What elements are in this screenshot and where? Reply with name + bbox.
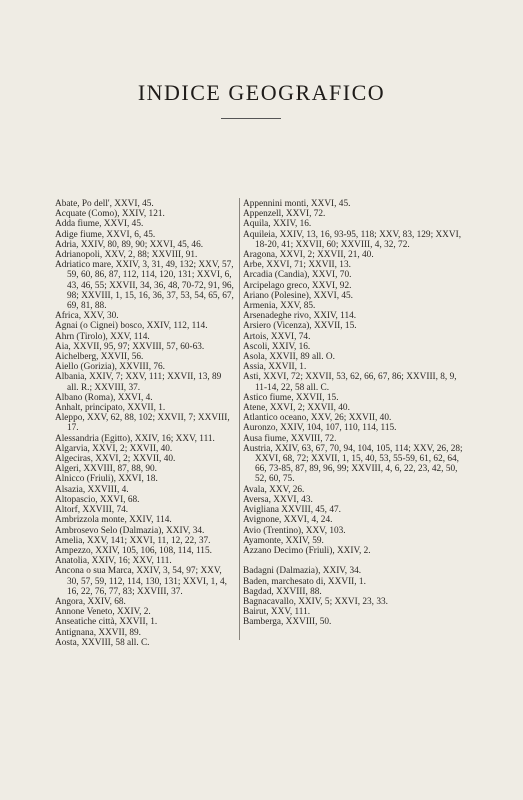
index-entry: Anhalt, principato, XXVII, 1. xyxy=(55,403,166,414)
index-entry: Appenzell, XXVI, 72. xyxy=(243,209,326,220)
index-entry: Altopascio, XXVI, 68. xyxy=(55,494,140,505)
index-entry: Bagnacavallo, XXIV, 5; XXVI, 23, 33. xyxy=(243,596,388,607)
index-entry: Alnicco (Friuli), XXVI, 18. xyxy=(55,474,158,485)
index-entry: Ascoli, XXIV, 16. xyxy=(243,341,311,352)
index-entry: Ambrosevo Selo (Dalmazia), XXIV, 34. xyxy=(55,525,205,536)
index-entry: Ancona o sua Marca, XXIV, 3, 54, 97; XXV, 30, 57, 59, 112, 114, 130, 131; XXVI, 1, 4, 16, 22, 76, 77, 83; XXVIII, 37. xyxy=(55,566,227,597)
index-entry: Austria, XXIV, 63, 67, 70, 94, 104, 105, 114; XXV, 26, 28; XXVI, 68, 72; XXVII, 1, 15, 40, 53, 55-59, 61, 62, 64, 66, 73-85, 87, 89, 96, 99; XXVIII, 4, 6, 22, 23, 42, 50, 52, 60, 75. xyxy=(243,443,463,485)
index-entry: Aia, XXVII, 95, 97; XXVIII, 57, 60-63. xyxy=(55,341,205,352)
index-entry: Alsazia, XXVIII, 4. xyxy=(55,484,129,495)
index-entry: Aosta, XXVIII, 58 all. C. xyxy=(55,637,150,648)
index-entry: Adrianopoli, XXV, 2, 88; XXVIII, 91. xyxy=(55,250,198,261)
index-entry: Ausa fiume, XXVIII, 72. xyxy=(243,433,337,444)
index-column-left xyxy=(55,199,235,648)
page-title: INDICE GEOGRAFICO xyxy=(137,80,386,105)
index-entry: Asti, XXVI, 72; XXVII, 53, 62, 66, 67, 86; XXVIII, 8, 9, 11-14, 22, 58 all. C. xyxy=(243,372,457,393)
index-entry: Altorf, XXVIII, 74. xyxy=(55,505,129,516)
index-entry: Bamberga, XXVIII, 50. xyxy=(243,617,332,628)
index-entry: Ariano (Polesine), XXVI, 45. xyxy=(243,290,353,301)
index-entry: Albania, XXIV, 7; XXV, 111; XXVII, 13, 89 all. R.; XXVIII, 37. xyxy=(55,372,222,393)
index-entry: Arbe, XXVI, 71; XXVII, 13. xyxy=(243,260,351,271)
section-spacer xyxy=(243,556,465,566)
column-divider xyxy=(239,198,240,640)
index-entry: Atene, XXVI, 2; XXVII, 40. xyxy=(243,403,350,414)
index-entry: Algeciras, XXVI, 2; XXVII, 40. xyxy=(55,454,176,465)
index-entry: Assia, XXVII, 1. xyxy=(243,362,307,373)
index-entry: Appennini monti, XXVI, 45. xyxy=(243,199,351,209)
index-entry: Aversa, XXVI, 43. xyxy=(243,494,313,505)
index-entry: Bagdad, XXVIII, 88. xyxy=(243,586,322,597)
index-entry: Artois, XXVI, 74. xyxy=(243,331,311,342)
index-entry: Annone Veneto, XXIV, 2. xyxy=(55,607,151,618)
index-entry: Arsiero (Vicenza), XXVII, 15. xyxy=(243,321,357,332)
index-entry: Acquate (Como), XXIV, 121. xyxy=(55,209,165,220)
title-rule xyxy=(221,118,281,119)
index-entry: Aquila, XXIV, 16. xyxy=(243,219,312,230)
index-entry: Aragona, XXVI, 2; XXVII, 21, 40. xyxy=(243,250,374,261)
index-entry: Alessandria (Egitto), XXIV, 16; XXV, 111. xyxy=(55,433,215,444)
index-entry: Atlantico oceano, XXV, 26; XXVII, 40. xyxy=(243,413,392,424)
index-entry: Arsenadeghe rivo, XXIV, 114. xyxy=(243,311,357,322)
index-entry: Ayamonte, XXIV, 59. xyxy=(243,535,324,546)
index-entry: Anseatiche città, XXVII, 1. xyxy=(55,617,158,628)
index-entry: Aquileia, XXIV, 13, 16, 93-95, 118; XXV, 83, 129; XXVI, 18-20, 41; XXVII, 60; XXVIII, 4, 32, 72. xyxy=(243,229,462,250)
index-entry: Adda fiume, XXVI, 45. xyxy=(55,219,144,230)
index-entry: Adige fiume, XXVI, 6, 45. xyxy=(55,229,156,240)
index-entry: Avigliana XXVIII, 45, 47. xyxy=(243,505,341,516)
index-entry: Armenia, XXV, 85. xyxy=(243,301,316,312)
index-entry: Algarvia, XXVI, 2; XXVII, 40. xyxy=(55,443,173,454)
index-entry: Abate, Po dell', XXVI, 45. xyxy=(55,199,154,209)
index-entry: Baden, marchesato di, XXVII, 1. xyxy=(243,576,366,587)
index-entry: Bairut, XXV, 111. xyxy=(243,607,311,618)
index-entry: Auronzo, XXIV, 104, 107, 110, 114, 115. xyxy=(243,423,397,434)
index-entry: Avio (Trentino), XXV, 103. xyxy=(243,525,346,536)
index-entry: Africa, XXV, 30. xyxy=(55,311,119,322)
index-entry: Antignana, XXVII, 89. xyxy=(55,627,141,638)
index-entry: Ambrizzola monte, XXIV, 114. xyxy=(55,515,172,526)
index-entry: Adriatico mare, XXIV, 3, 31, 49, 132; XXV, 57, 59, 60, 86, 87, 112, 114, 120, 131; XXVI, 6, 43, 46, 55; XXVII, 34, 36, 48, 70-72, 91, 96, 98; XXVIII, 1, 15, 16, 36, 37, 53, 54, 65, 67, 69, 81, 88. xyxy=(55,260,234,312)
index-entry: Angora, XXIV, 68. xyxy=(55,596,126,607)
index-entry: Astico fiume, XXVII, 15. xyxy=(243,392,339,403)
index-entry: Arcipelago greco, XXVI, 92. xyxy=(243,280,352,291)
index-entry: Agnai (o Cignei) bosco, XXIV, 112, 114. xyxy=(55,321,208,332)
index-entry: Algeri, XXVIII, 87, 88, 90. xyxy=(55,464,157,475)
index-entry: Adria, XXIV, 80, 89, 90; XXVI, 45, 46. xyxy=(55,239,204,250)
index-entry: Aiello (Gorizia), XXVIII, 76. xyxy=(55,362,165,373)
index-entry: Asola, XXVII, 89 all. O. xyxy=(243,352,335,363)
index-entry: Aleppo, XXV, 62, 88, 102; XXVII, 7; XXVIII, 17. xyxy=(55,413,230,434)
index-column-right xyxy=(243,199,465,628)
index-entry: Anatolia, XXIV, 16; XXV, 111. xyxy=(55,556,172,567)
index-entry: Azzano Decimo (Friuli), XXIV, 2. xyxy=(243,545,371,556)
index-entry: Aichelberg, XXVII, 56. xyxy=(55,352,144,363)
index-entry: Avignone, XXVI, 4, 24. xyxy=(243,515,333,526)
index-entry: Ahrn (Tirolo), XXV, 114. xyxy=(55,331,150,342)
index-entry: Avala, XXV, 26. xyxy=(243,484,305,495)
index-entry: Arcadia (Candia), XXVI, 70. xyxy=(243,270,352,281)
index-entry: Badagni (Dalmazia), XXIV, 34. xyxy=(243,566,362,577)
index-entry: Ampezzo, XXIV, 105, 106, 108, 114, 115. xyxy=(55,545,212,556)
index-entry: Amelia, XXV, 141; XXVI, 11, 12, 22, 37. xyxy=(55,535,211,546)
index-entry: Albano (Roma), XXVI, 4. xyxy=(55,392,153,403)
